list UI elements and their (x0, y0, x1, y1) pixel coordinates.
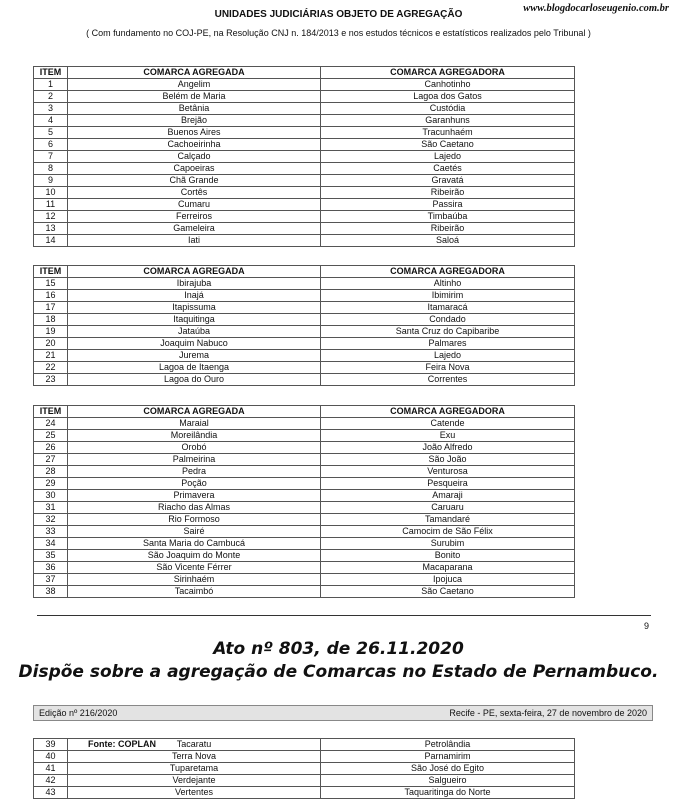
table-header-row (34, 406, 575, 418)
table-row (34, 223, 575, 235)
blog-watermark: www.blogdocarloseugenio.com.br (523, 3, 669, 14)
item-cell: 23 (34, 374, 68, 386)
comarca-agregadora-cell: Lajedo (321, 350, 575, 362)
comarca-agregadora-cell: Ribeirão (321, 223, 575, 235)
column-header: ITEM (34, 406, 68, 418)
item-cell: 36 (34, 562, 68, 574)
comarca-agregada-cell: Iati (68, 235, 321, 247)
item-cell: 1 (34, 79, 68, 91)
table-row (34, 235, 575, 247)
table-row (34, 550, 575, 562)
comarca-agregada-cell: Sirinhaém (68, 574, 321, 586)
comarca-agregadora-cell: Caetés (321, 163, 575, 175)
comarca-agregadora-cell: Taquaritinga do Norte (321, 787, 575, 799)
comarca-agregada-cell: São Joaquim do Monte (68, 550, 321, 562)
column-header: COMARCA AGREGADORA (321, 406, 575, 418)
comarca-agregadora-cell: Lagoa dos Gatos (321, 91, 575, 103)
comarca-agregadora-cell: Pesqueira (321, 478, 575, 490)
item-cell: 16 (34, 290, 68, 302)
table-row (34, 163, 575, 175)
table-row (34, 574, 575, 586)
act-title: Ato nº 803, de 26.11.2020 (213, 639, 464, 659)
comarca-agregada-cell: Angelim (68, 79, 321, 91)
comarca-agregadora-cell: Macaparana (321, 562, 575, 574)
source-note: Fonte: COPLAN (88, 739, 156, 749)
comarca-agregadora-cell: Amaraji (321, 490, 575, 502)
item-cell: 6 (34, 139, 68, 151)
comarca-agregadora-cell: Venturosa (321, 466, 575, 478)
table-row (34, 290, 575, 302)
comarca-agregadora-cell: São Caetano (321, 586, 575, 598)
table-row (34, 326, 575, 338)
item-cell: 3 (34, 103, 68, 115)
table-row (34, 139, 575, 151)
table-row (34, 775, 575, 787)
item-cell: 8 (34, 163, 68, 175)
comarca-agregada-cell: Ibirajuba (68, 278, 321, 290)
table-row (34, 562, 575, 574)
table-row (34, 514, 575, 526)
comarca-agregada-cell: Cachoeirinha (68, 139, 321, 151)
item-cell: 37 (34, 574, 68, 586)
comarca-agregadora-cell: Feira Nova (321, 362, 575, 374)
item-cell: 33 (34, 526, 68, 538)
comarca-agregada-cell: Tacaratu (68, 739, 321, 751)
table-row (34, 127, 575, 139)
item-cell: 9 (34, 175, 68, 187)
item-cell: 24 (34, 418, 68, 430)
comarca-agregada-cell: São Vicente Férrer (68, 562, 321, 574)
comarca-agregada-cell: Moreilândia (68, 430, 321, 442)
item-cell: 20 (34, 338, 68, 350)
comarca-agregada-cell: Santa Maria do Cambucá (68, 538, 321, 550)
comarca-agregada-cell: Rio Formoso (68, 514, 321, 526)
table-row (34, 478, 575, 490)
page-number: 9 (644, 621, 650, 631)
comarca-agregada-cell: Calçado (68, 151, 321, 163)
comarca-agregadora-cell: São João (321, 454, 575, 466)
table-row (34, 103, 575, 115)
table-row (34, 187, 575, 199)
table-header-row (34, 67, 575, 79)
comarca-agregadora-cell: Saloá (321, 235, 575, 247)
item-cell: 2 (34, 91, 68, 103)
item-cell: 42 (34, 775, 68, 787)
item-cell: 41 (34, 763, 68, 775)
comarca-agregada-cell: Cumaru (68, 199, 321, 211)
comarca-agregadora-cell: Palmares (321, 338, 575, 350)
table-row (34, 502, 575, 514)
table-row (34, 199, 575, 211)
item-cell: 31 (34, 502, 68, 514)
table-row (34, 314, 575, 326)
comarca-agregadora-cell: Ribeirão (321, 187, 575, 199)
comarca-agregadora-cell: São Caetano (321, 139, 575, 151)
comarca-agregadora-cell: Catende (321, 418, 575, 430)
table-row (34, 751, 575, 763)
comarca-agregada-cell: Jurema (68, 350, 321, 362)
item-cell: 4 (34, 115, 68, 127)
item-cell: 32 (34, 514, 68, 526)
item-cell: 38 (34, 586, 68, 598)
comarca-agregadora-cell: Ipojuca (321, 574, 575, 586)
comarca-agregada-cell: Vertentes (68, 787, 321, 799)
column-header: COMARCA AGREGADA (68, 67, 321, 79)
comarca-agregadora-cell: Bonito (321, 550, 575, 562)
comarca-agregadora-cell: Garanhuns (321, 115, 575, 127)
item-cell: 12 (34, 211, 68, 223)
table-row (34, 586, 575, 598)
comarca-agregadora-cell: Surubim (321, 538, 575, 550)
item-cell: 22 (34, 362, 68, 374)
comarca-agregadora-cell: Parnamirim (321, 751, 575, 763)
comarca-agregada-cell: Pedra (68, 466, 321, 478)
item-cell: 39 (34, 739, 68, 751)
table-row (34, 442, 575, 454)
table-row (34, 490, 575, 502)
comarca-agregadora-cell: Camocim de São Félix (321, 526, 575, 538)
document-title: UNIDADES JUDICIÁRIAS OBJETO DE AGREGAÇÃO (214, 9, 463, 20)
comarca-agregada-cell: Sairé (68, 526, 321, 538)
comarca-agregada-cell: Gameleira (68, 223, 321, 235)
comarca-agregadora-cell: Condado (321, 314, 575, 326)
item-cell: 17 (34, 302, 68, 314)
comarca-agregada-cell: Tuparetama (68, 763, 321, 775)
table-row (34, 763, 575, 775)
item-cell: 35 (34, 550, 68, 562)
table-row (34, 338, 575, 350)
comarca-agregada-cell: Betânia (68, 103, 321, 115)
item-cell: 21 (34, 350, 68, 362)
aggregation-table-3 (33, 405, 575, 598)
table-row (34, 466, 575, 478)
item-cell: 26 (34, 442, 68, 454)
comarca-agregada-cell: Cortês (68, 187, 321, 199)
item-cell: 19 (34, 326, 68, 338)
comarca-agregada-cell: Riacho das Almas (68, 502, 321, 514)
item-cell: 10 (34, 187, 68, 199)
table-row (34, 787, 575, 799)
edition-date: Recife - PE, sexta-feira, 27 de novembro de 2020 (449, 708, 647, 718)
comarca-agregadora-cell: João Alfredo (321, 442, 575, 454)
item-cell: 43 (34, 787, 68, 799)
column-header: COMARCA AGREGADA (68, 406, 321, 418)
comarca-agregadora-cell: Gravatá (321, 175, 575, 187)
table-row (34, 211, 575, 223)
item-cell: 34 (34, 538, 68, 550)
column-header: COMARCA AGREGADORA (321, 67, 575, 79)
comarca-agregada-cell: Capoeiras (68, 163, 321, 175)
comarca-agregadora-cell: Tamandaré (321, 514, 575, 526)
comarca-agregada-cell: Lagoa do Ouro (68, 374, 321, 386)
table-row (34, 362, 575, 374)
item-cell: 7 (34, 151, 68, 163)
comarca-agregada-cell: Orobó (68, 442, 321, 454)
item-cell: 25 (34, 430, 68, 442)
comarca-agregada-cell: Tacaimbó (68, 586, 321, 598)
table-row (34, 430, 575, 442)
comarca-agregadora-cell: Custódia (321, 103, 575, 115)
comarca-agregada-cell: Joaquim Nabuco (68, 338, 321, 350)
table-row (34, 151, 575, 163)
table-row (34, 418, 575, 430)
comarca-agregada-cell: Brejão (68, 115, 321, 127)
column-header: COMARCA AGREGADA (68, 266, 321, 278)
comarca-agregadora-cell: Itamaracá (321, 302, 575, 314)
act-subject: Dispõe sobre a agregação de Comarcas no Estado de Pernambuco. (18, 662, 659, 682)
table-row (34, 374, 575, 386)
comarca-agregada-cell: Poção (68, 478, 321, 490)
column-header: ITEM (34, 67, 68, 79)
item-cell: 29 (34, 478, 68, 490)
comarca-agregadora-cell: Ibimirim (321, 290, 575, 302)
column-header: ITEM (34, 266, 68, 278)
comarca-agregadora-cell: Lajedo (321, 151, 575, 163)
comarca-agregadora-cell: Petrolândia (321, 739, 575, 751)
comarca-agregada-cell: Verdejante (68, 775, 321, 787)
table-row (34, 115, 575, 127)
table-row (34, 526, 575, 538)
table-row (34, 538, 575, 550)
comarca-agregada-cell: Inajá (68, 290, 321, 302)
comarca-agregadora-cell: Passira (321, 199, 575, 211)
comarca-agregada-cell: Maraial (68, 418, 321, 430)
table-row (34, 175, 575, 187)
page-divider (37, 615, 651, 616)
table-row (34, 79, 575, 91)
comarca-agregada-cell: Ferreiros (68, 211, 321, 223)
table-row (34, 278, 575, 290)
comarca-agregadora-cell: São José do Egito (321, 763, 575, 775)
comarca-agregada-cell: Belém de Maria (68, 91, 321, 103)
item-cell: 40 (34, 751, 68, 763)
comarca-agregadora-cell: Exu (321, 430, 575, 442)
comarca-agregada-cell: Jataúba (68, 326, 321, 338)
item-cell: 5 (34, 127, 68, 139)
item-cell: 14 (34, 235, 68, 247)
comarca-agregada-cell: Terra Nova (68, 751, 321, 763)
item-cell: 11 (34, 199, 68, 211)
item-cell: 18 (34, 314, 68, 326)
comarca-agregadora-cell: Canhotinho (321, 79, 575, 91)
item-cell: 28 (34, 466, 68, 478)
comarca-agregada-cell: Lagoa de Itaenga (68, 362, 321, 374)
comarca-agregadora-cell: Tracunhaém (321, 127, 575, 139)
edition-bar (33, 705, 653, 721)
comarca-agregadora-cell: Salgueiro (321, 775, 575, 787)
table-row (34, 454, 575, 466)
table-row (34, 350, 575, 362)
comarca-agregada-cell: Primavera (68, 490, 321, 502)
table-row (34, 91, 575, 103)
comarca-agregada-cell: Itapissuma (68, 302, 321, 314)
comarca-agregadora-cell: Correntes (321, 374, 575, 386)
table-row (34, 302, 575, 314)
item-cell: 13 (34, 223, 68, 235)
item-cell: 15 (34, 278, 68, 290)
document-subtitle: ( Com fundamento no COJ-PE, na Resolução CNJ n. 184/2013 e nos estudos técnicos e estatísticos realizados pelo Tribunal ) (86, 28, 591, 38)
comarca-agregadora-cell: Santa Cruz do Capibaribe (321, 326, 575, 338)
comarca-agregada-cell: Chã Grande (68, 175, 321, 187)
item-cell: 30 (34, 490, 68, 502)
comarca-agregada-cell: Palmeirina (68, 454, 321, 466)
comarca-agregada-cell: Buenos Aires (68, 127, 321, 139)
edition-number: Edição nº 216/2020 (39, 708, 118, 718)
item-cell: 27 (34, 454, 68, 466)
table-header-row (34, 266, 575, 278)
comarca-agregadora-cell: Altinho (321, 278, 575, 290)
comarca-agregadora-cell: Caruaru (321, 502, 575, 514)
column-header: COMARCA AGREGADORA (321, 266, 575, 278)
comarca-agregada-cell: Itaquitinga (68, 314, 321, 326)
comarca-agregadora-cell: Timbaúba (321, 211, 575, 223)
aggregation-table-2 (33, 265, 575, 386)
aggregation-table-1 (33, 66, 575, 247)
